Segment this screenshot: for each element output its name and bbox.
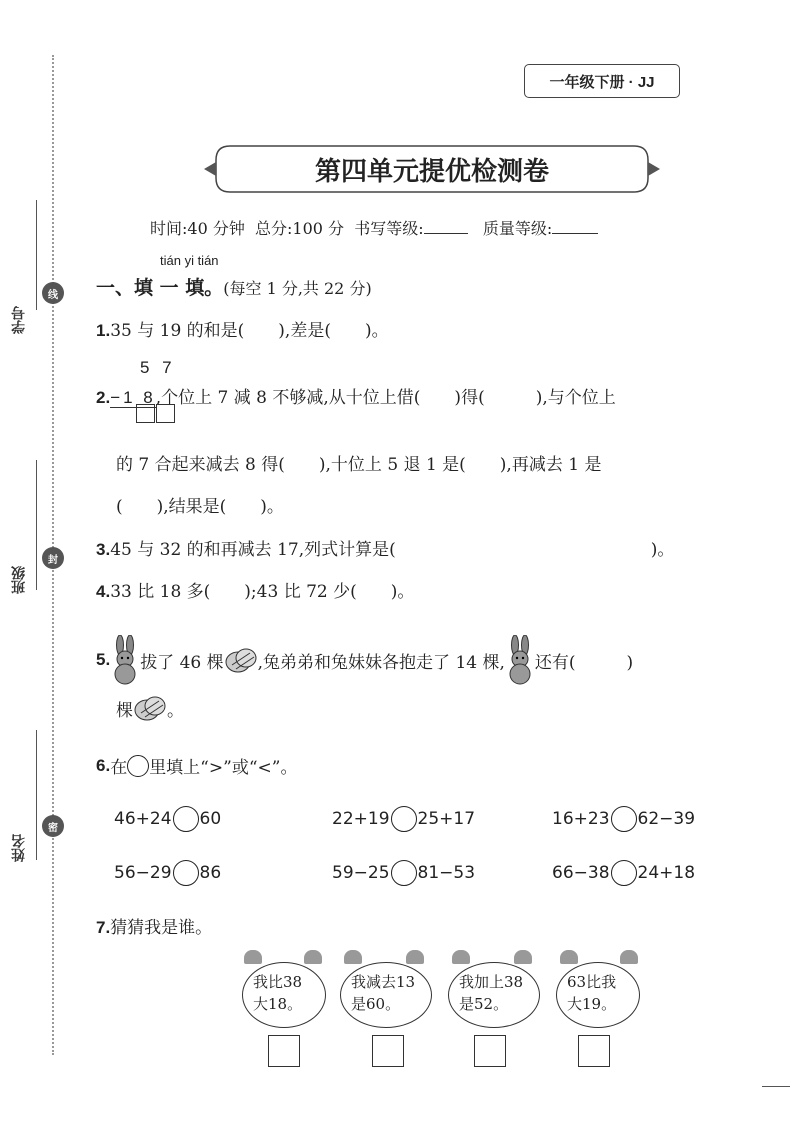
question-2-line-2: 的 7 合起来减去 8 得( ),十位上 5 退 1 是( ),再减去 1 是 xyxy=(116,455,602,475)
compare-circle[interactable] xyxy=(391,860,417,886)
question-number: 5. xyxy=(96,650,111,669)
class-line xyxy=(36,460,37,590)
exam-info xyxy=(150,216,598,239)
student-id-line xyxy=(36,200,37,310)
compare-right: 86 xyxy=(199,863,222,883)
compare-right: 62−39 xyxy=(637,809,696,829)
answer-digit-boxes xyxy=(136,404,176,427)
seal-line-mark: 线 xyxy=(42,282,64,304)
question-text-b: 里填上“>”或“<”。 xyxy=(149,758,298,778)
compare-left: 66−38 xyxy=(552,863,610,883)
question-text-a: 在 xyxy=(110,758,128,778)
compare-item xyxy=(114,860,221,886)
compare-left: 46+24 xyxy=(114,809,172,829)
question-6 xyxy=(96,753,297,778)
bubble-line-1: 我加上38 xyxy=(459,973,524,991)
section-heading xyxy=(96,273,372,300)
ear-shape xyxy=(406,950,424,964)
question-number: 6. xyxy=(96,755,111,775)
question-number: 7. xyxy=(96,918,111,937)
minuend-digits: 5 7 xyxy=(140,358,176,377)
question-text-d: 棵 xyxy=(116,700,133,721)
compare-left: 56−29 xyxy=(114,863,172,883)
total-score-info: 总分:100 分 xyxy=(255,219,345,238)
compare-circle[interactable] xyxy=(611,806,637,832)
question-1 xyxy=(96,316,389,341)
compare-right: 60 xyxy=(199,809,222,829)
quality-grade-label: 质量等级: xyxy=(482,219,553,238)
question-number: 2. xyxy=(96,388,111,407)
page-title: 第四单元提优检测卷 xyxy=(314,156,549,187)
question-text: 33 比 18 多( );43 比 72 少( )。 xyxy=(110,582,415,602)
circle-icon xyxy=(127,755,149,777)
question-text: 45 与 32 的和再减去 17,列式计算是( )。 xyxy=(110,540,675,560)
answer-box[interactable] xyxy=(372,1035,404,1067)
answer-box[interactable] xyxy=(578,1035,610,1067)
seal-seal-mark: 封 xyxy=(42,547,64,569)
bubble-line-2: 大18。 xyxy=(253,995,303,1013)
speech-bubble xyxy=(556,962,640,1028)
compare-left: 22+19 xyxy=(332,809,390,829)
page-edge-mark xyxy=(762,1086,790,1087)
ear-shape xyxy=(344,950,362,964)
bubble-line-2: 是60。 xyxy=(351,995,401,1013)
time-info: 时间:40 分钟 xyxy=(150,219,245,238)
question-text-e: 。 xyxy=(167,700,184,721)
compare-item xyxy=(332,860,475,886)
digit-box-ones[interactable] xyxy=(156,404,175,423)
question-5-line-2 xyxy=(116,693,184,723)
digit-box-tens[interactable] xyxy=(136,404,155,423)
compare-circle[interactable] xyxy=(173,806,199,832)
compare-item xyxy=(552,806,695,832)
question-text: 猜猜我是谁。 xyxy=(110,918,213,938)
section-pinyin: tián yi tián xyxy=(160,253,219,268)
vertical-subtraction xyxy=(116,358,176,380)
rabbit-icon xyxy=(505,635,535,685)
rabbit-icon xyxy=(110,635,140,685)
speech-bubble xyxy=(448,962,540,1028)
name-line xyxy=(36,730,37,860)
compare-item xyxy=(332,806,475,832)
subtrahend-digits: −1 8 xyxy=(110,388,156,407)
question-number: 1. xyxy=(96,321,111,340)
writing-grade-blank[interactable] xyxy=(424,219,468,234)
bubble-line-1: 我比38 xyxy=(253,973,303,991)
question-text-b: ,兔弟弟和兔妹妹各抱走了 14 棵, xyxy=(257,652,505,673)
title-banner xyxy=(202,140,662,198)
quality-grade-blank[interactable] xyxy=(552,219,598,234)
name-label: 姓名 xyxy=(10,834,26,862)
grade-badge: 一年级下册 · JJ xyxy=(524,64,680,98)
bubble-line-1: 我减去13 xyxy=(351,973,416,991)
ear-shape xyxy=(304,950,322,964)
question-number: 4. xyxy=(96,582,111,601)
question-7 xyxy=(96,913,212,938)
writing-grade-label: 书写等级: xyxy=(354,219,424,238)
question-text-a: 拔了 46 棵 xyxy=(140,652,224,673)
ear-shape xyxy=(244,950,262,964)
compare-item xyxy=(114,806,221,832)
bubble-line-2: 大19。 xyxy=(567,995,617,1013)
question-2-line-3: ( ),结果是( )。 xyxy=(116,497,284,517)
ear-shape xyxy=(452,950,470,964)
section-title: 一、填 一 填。 xyxy=(96,277,224,299)
section-note: (每空 1 分,共 22 分) xyxy=(223,279,372,298)
seal-secret-mark: 密 xyxy=(42,815,64,837)
question-4 xyxy=(96,577,414,602)
question-3 xyxy=(96,535,674,560)
compare-item xyxy=(552,860,695,886)
compare-circle[interactable] xyxy=(611,860,637,886)
bubble-line-1: 63比我 xyxy=(567,973,617,991)
question-text: 35 与 19 的和是( ),差是( )。 xyxy=(110,321,389,341)
question-5-line-1 xyxy=(96,635,633,685)
student-id-label: 学号 xyxy=(10,306,26,334)
compare-left: 59−25 xyxy=(332,863,390,883)
compare-right: 25+17 xyxy=(417,809,476,829)
compare-circle[interactable] xyxy=(173,860,199,886)
cabbage-icon xyxy=(224,645,258,675)
compare-left: 16+23 xyxy=(552,809,610,829)
speech-bubble xyxy=(340,962,432,1028)
question-text-c: 还有( ) xyxy=(534,652,634,673)
compare-right: 81−53 xyxy=(417,863,476,883)
cabbage-icon xyxy=(133,693,167,723)
question-number: 3. xyxy=(96,540,111,559)
answer-box[interactable] xyxy=(474,1035,506,1067)
speech-bubble xyxy=(242,962,326,1028)
class-label: 班级 xyxy=(10,566,26,594)
ear-shape xyxy=(560,950,578,964)
answer-box[interactable] xyxy=(268,1035,300,1067)
compare-circle[interactable] xyxy=(391,806,417,832)
bubble-line-2: 是52。 xyxy=(459,995,509,1013)
question-text: ,个位上 7 减 8 不够减,从十位上借( )得( ),与个位上 xyxy=(155,388,616,408)
ear-shape xyxy=(514,950,532,964)
ear-shape xyxy=(620,950,638,964)
compare-right: 24+18 xyxy=(637,863,696,883)
